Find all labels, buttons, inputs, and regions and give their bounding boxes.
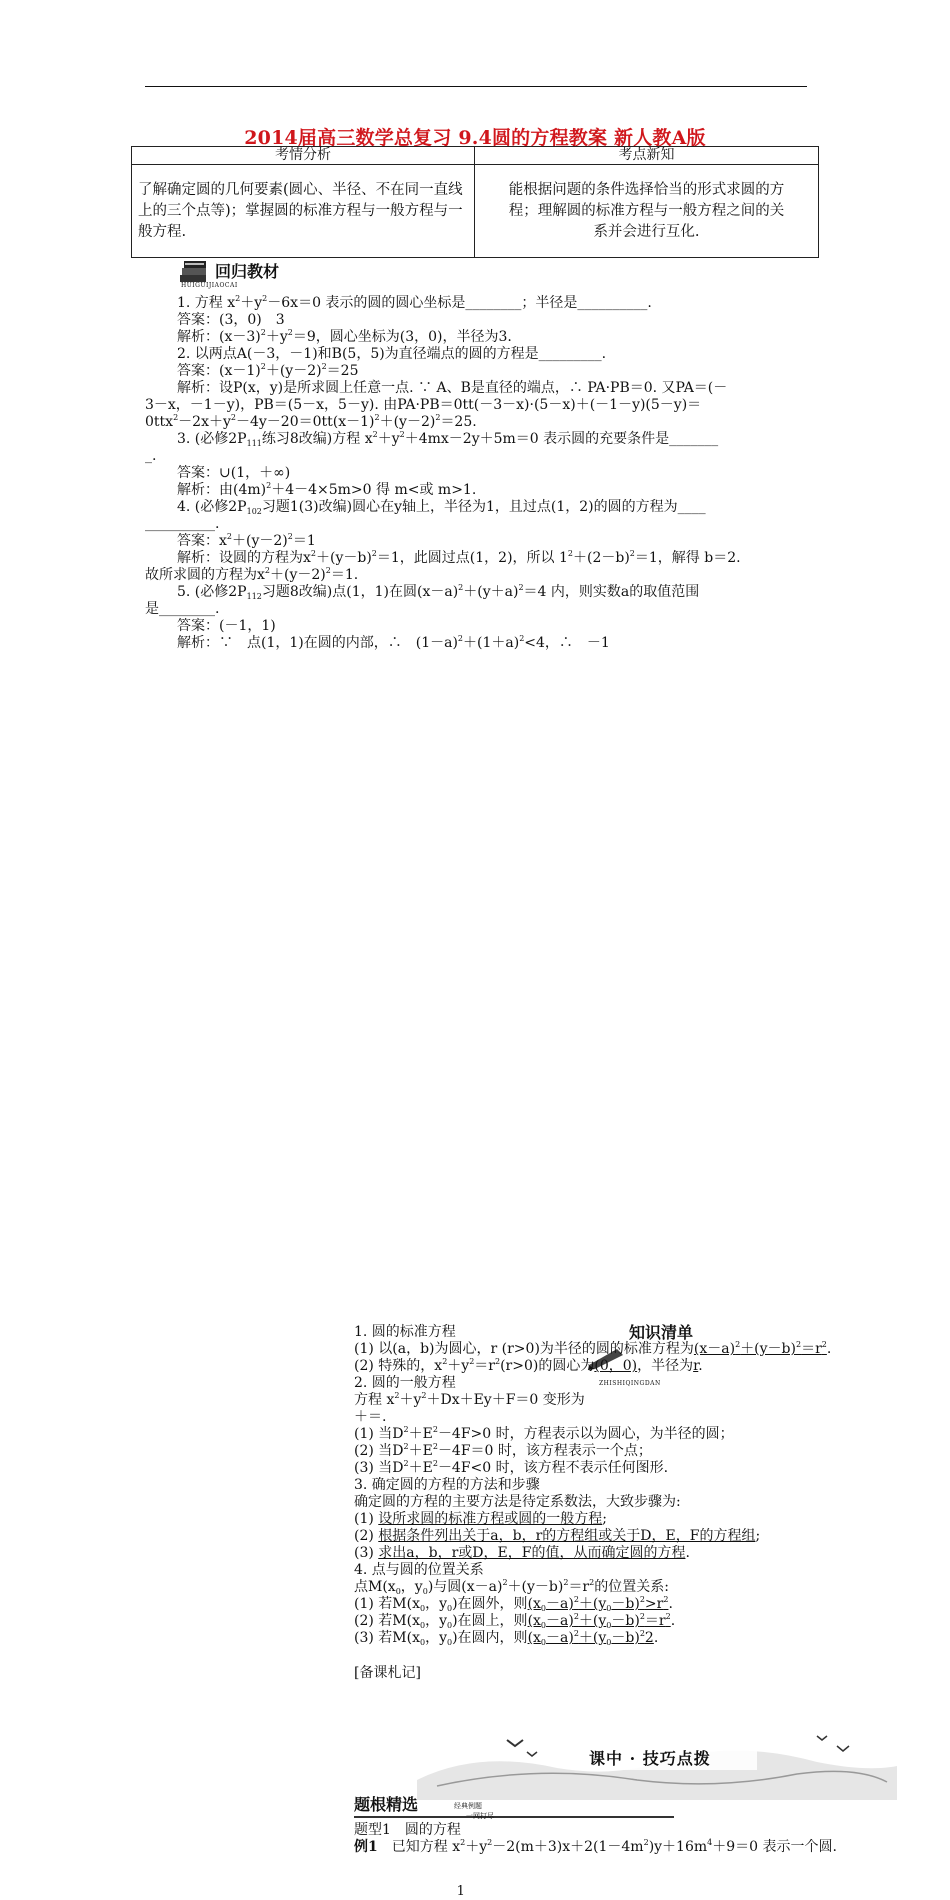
bird-icon xyxy=(507,1740,523,1746)
knowledge-heading: 知识清单 xyxy=(629,1323,694,1342)
header-rule xyxy=(145,86,807,87)
table-header-points: 考点新知 xyxy=(475,147,819,165)
selected-bar xyxy=(354,1796,674,1818)
document-title: 2014届高三数学总复习 9.4圆的方程教案 新人教A版 xyxy=(244,127,706,149)
knowledge-subheading: ZHISHIQINGDAN xyxy=(599,1380,661,1387)
page-number: 1 xyxy=(456,1884,465,1899)
selected-tag2: 一网打尽 xyxy=(466,1812,494,1820)
notes-label: [备课札记] xyxy=(354,1665,421,1681)
class-heading: 课中 · 技巧点拨 xyxy=(589,1749,711,1768)
review-subheading: HUIGUIJIAOCAI xyxy=(181,282,238,289)
review-banner xyxy=(177,259,279,289)
selected-tag1: 经典例题 xyxy=(454,1802,482,1810)
review-heading: 回归教材 xyxy=(215,262,280,281)
table-cell-analysis: 了解确定圆的几何要素(圆心、半径、不在同一直线上的三个点等)；掌握圆的标准方程与一般方程与一般方程. xyxy=(132,165,475,258)
info-table xyxy=(131,146,819,258)
table-cell-points: 能根据问题的条件选择恰当的形式求圆的方程；理解圆的标准方程与一般方程之间的关系并会进行互化. xyxy=(475,165,819,258)
table-header-analysis: 考情分析 xyxy=(132,147,475,165)
selected-heading: 题根精选 xyxy=(354,1795,419,1814)
